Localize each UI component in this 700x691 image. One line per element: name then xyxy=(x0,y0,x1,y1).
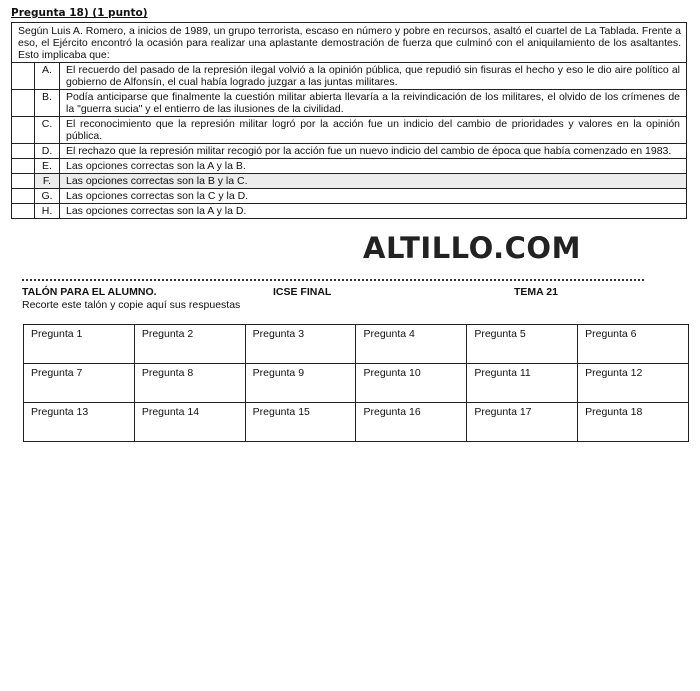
answer-cell[interactable]: Pregunta 11 xyxy=(467,364,578,403)
answer-grid-row xyxy=(24,403,689,442)
question-table xyxy=(11,22,687,219)
option-letter: D. xyxy=(35,144,60,159)
answer-cell[interactable]: Pregunta 6 xyxy=(578,325,689,364)
option-row[interactable] xyxy=(12,144,687,159)
option-row[interactable] xyxy=(12,117,687,144)
option-row[interactable] xyxy=(12,159,687,174)
question-title: Pregunta 18) (1 punto) xyxy=(11,7,148,19)
answer-cell[interactable]: Pregunta 18 xyxy=(578,403,689,442)
option-text: Las opciones correctas son la B y la C. xyxy=(60,174,687,189)
option-row[interactable] xyxy=(12,189,687,204)
option-text: Podía anticiparse que finalmente la cuestión militar abierta llevaría a la reivindicación de los militares, el olvido de los crímenes de la "guerra sucia" y el entierro de las ilusiones de la civilidad. xyxy=(60,90,687,117)
altillo-watermark-logo: ALTILLO.COM xyxy=(363,231,581,265)
option-letter: E. xyxy=(35,159,60,174)
tema-label: TEMA 21 xyxy=(514,286,558,298)
answer-cell[interactable]: Pregunta 9 xyxy=(245,364,356,403)
option-row[interactable] xyxy=(12,90,687,117)
option-letter: A. xyxy=(35,63,60,90)
answer-cell[interactable]: Pregunta 10 xyxy=(356,364,467,403)
option-text: El reconocimiento que la represión militar logró por la acción fue un indicio del cambio de prioridades y valores en la opinión pública. xyxy=(60,117,687,144)
cut-line-divider xyxy=(22,279,644,281)
option-letter: H. xyxy=(35,204,60,219)
option-row[interactable] xyxy=(12,204,687,219)
option-row-highlighted[interactable] xyxy=(12,174,687,189)
answer-grid xyxy=(23,324,689,442)
option-letter: F. xyxy=(35,174,60,189)
option-text: Las opciones correctas son la A y la B. xyxy=(60,159,687,174)
option-text: El rechazo que la represión militar recogió por la acción fue un nuevo indicio del cambio de época que había comenzado en 1983. xyxy=(60,144,687,159)
answer-cell[interactable]: Pregunta 3 xyxy=(245,325,356,364)
option-letter: C. xyxy=(35,117,60,144)
option-row[interactable] xyxy=(12,63,687,90)
answer-cell[interactable]: Pregunta 13 xyxy=(24,403,135,442)
option-text: Las opciones correctas son la A y la D. xyxy=(60,204,687,219)
answer-cell[interactable]: Pregunta 15 xyxy=(245,403,356,442)
answer-cell[interactable]: Pregunta 2 xyxy=(134,325,245,364)
option-letter: G. xyxy=(35,189,60,204)
exam-name: ICSE FINAL xyxy=(273,286,332,298)
answer-cell[interactable]: Pregunta 5 xyxy=(467,325,578,364)
answer-cell[interactable]: Pregunta 12 xyxy=(578,364,689,403)
answer-cell[interactable]: Pregunta 1 xyxy=(24,325,135,364)
answer-cell[interactable]: Pregunta 4 xyxy=(356,325,467,364)
option-text: Las opciones correctas son la C y la D. xyxy=(60,189,687,204)
answer-cell[interactable]: Pregunta 14 xyxy=(134,403,245,442)
answer-cell[interactable]: Pregunta 16 xyxy=(356,403,467,442)
talon-title: TALÓN PARA EL ALUMNO. xyxy=(22,286,157,298)
answer-cell[interactable]: Pregunta 17 xyxy=(467,403,578,442)
option-letter: B. xyxy=(35,90,60,117)
option-text: El recuerdo del pasado de la represión ilegal volvió a la opinión pública, que repudió sin fisuras el hecho y eso le dio aire político al gobierno de Alfonsín, el cual había logrado juzgar a las juntas militares. xyxy=(60,63,687,90)
talon-instruction: Recorte este talón y copie aquí sus respuestas xyxy=(22,299,241,311)
answer-grid-row xyxy=(24,364,689,403)
question-stem: Según Luis A. Romero, a inicios de 1989, un grupo terrorista, escaso en número y pobre en recursos, asaltó el cuartel de La Tablada. Frente a eso, el Ejército encontró la ocasión para realizar una aplastante demostración de fuerza que culminó con el aniquilamiento de los asaltantes. Esto implicaba que: xyxy=(12,23,687,63)
answer-grid-row xyxy=(24,325,689,364)
answer-cell[interactable]: Pregunta 7 xyxy=(24,364,135,403)
answer-cell[interactable]: Pregunta 8 xyxy=(134,364,245,403)
